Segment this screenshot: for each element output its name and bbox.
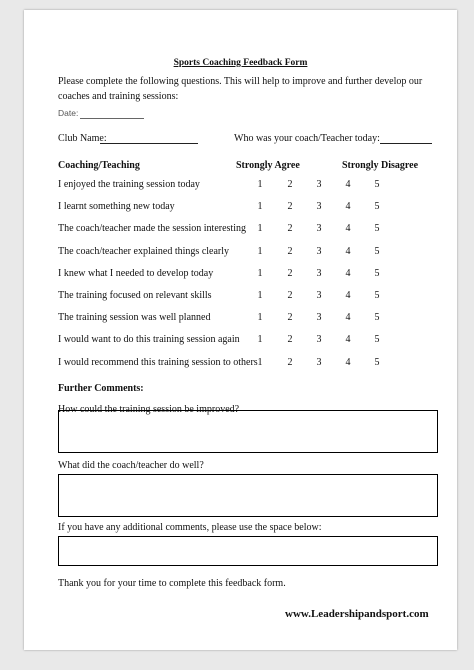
question-text: The training session was well planned xyxy=(58,312,211,324)
thank-you-text: Thank you for your time to complete this feedback form. xyxy=(58,578,286,589)
rating-option-2[interactable]: 2 xyxy=(287,223,293,235)
rating-option-2[interactable]: 2 xyxy=(287,245,293,257)
rating-option-3[interactable]: 3 xyxy=(316,223,322,235)
further-comments-heading: Further Comments: xyxy=(58,383,144,394)
form-title: Sports Coaching Feedback Form xyxy=(173,58,308,68)
rating-option-5[interactable]: 5 xyxy=(374,245,380,257)
website-footer: www.Leadershipandsport.com xyxy=(285,608,429,620)
rating-option-1[interactable]: 1 xyxy=(257,334,263,346)
club-name-field[interactable] xyxy=(100,143,198,144)
question-text: I knew what I needed to develop today xyxy=(58,267,214,279)
rating-option-2[interactable]: 2 xyxy=(287,179,293,190)
rating-option-2[interactable]: 2 xyxy=(287,356,293,368)
intro-line-2: coaches and training sessions: xyxy=(58,91,179,102)
rating-option-4[interactable]: 4 xyxy=(345,334,351,346)
coach-name-field[interactable] xyxy=(380,143,432,144)
rating-option-5[interactable]: 5 xyxy=(374,201,380,213)
rating-option-3[interactable]: 3 xyxy=(316,245,322,257)
club-name-label: Club Name: xyxy=(58,133,107,144)
rating-option-4[interactable]: 4 xyxy=(345,179,351,190)
rating-option-5[interactable]: 5 xyxy=(374,223,380,235)
scale-label-disagree: Strongly Disagree xyxy=(342,160,419,171)
rating-option-2[interactable]: 2 xyxy=(287,334,293,346)
scale-label-agree: Strongly Agree xyxy=(236,160,300,171)
rating-option-3[interactable]: 3 xyxy=(316,179,322,190)
rating-option-1[interactable]: 1 xyxy=(257,179,263,190)
rating-option-4[interactable]: 4 xyxy=(345,223,351,235)
coach-label: Who was your coach/Teacher today: xyxy=(234,133,380,144)
rating-option-3[interactable]: 3 xyxy=(316,201,322,213)
question-text: I enjoyed the training session today xyxy=(58,179,200,190)
prompt-additional: If you have any additional comments, please use the space below: xyxy=(58,522,322,533)
rating-option-4[interactable]: 4 xyxy=(345,267,351,279)
rating-option-4[interactable]: 4 xyxy=(345,201,351,213)
section-header: Coaching/Teaching xyxy=(58,160,140,171)
rating-option-5[interactable]: 5 xyxy=(374,179,380,190)
prompt-well: What did the coach/teacher do well? xyxy=(58,460,204,471)
rating-option-4[interactable]: 4 xyxy=(345,290,351,301)
question-text: The coach/teacher explained things clearly xyxy=(58,245,230,257)
rating-option-4[interactable]: 4 xyxy=(345,356,351,368)
rating-option-4[interactable]: 4 xyxy=(345,245,351,257)
rating-option-3[interactable]: 3 xyxy=(316,290,322,301)
rating-option-1[interactable]: 1 xyxy=(257,290,263,301)
rating-option-1[interactable]: 1 xyxy=(257,245,263,257)
rating-option-3[interactable]: 3 xyxy=(316,312,322,324)
additional-comment-box[interactable] xyxy=(58,536,438,566)
rating-option-1[interactable]: 1 xyxy=(257,223,263,235)
rating-option-1[interactable]: 1 xyxy=(257,356,263,368)
prompt-improve: How could the training session be improved? xyxy=(58,404,240,415)
rating-option-5[interactable]: 5 xyxy=(374,267,380,279)
question-text: The training focused on relevant skills xyxy=(58,290,212,301)
rating-option-2[interactable]: 2 xyxy=(287,201,293,213)
date-label: Date: xyxy=(58,108,79,118)
rating-option-1[interactable]: 1 xyxy=(257,312,263,324)
question-text: The coach/teacher made the session interesting xyxy=(58,223,246,235)
rating-option-2[interactable]: 2 xyxy=(287,312,293,324)
well-comment-box[interactable] xyxy=(58,474,438,517)
rating-option-5[interactable]: 5 xyxy=(374,312,380,324)
intro-text xyxy=(58,74,422,104)
rating-option-2[interactable]: 2 xyxy=(287,267,293,279)
rating-option-1[interactable]: 1 xyxy=(257,267,263,279)
intro-line-1: Please complete the following questions. This will help to improve and further develop our xyxy=(58,76,423,87)
question-text: I would want to do this training session again xyxy=(58,334,240,346)
rating-option-3[interactable]: 3 xyxy=(316,334,322,346)
rating-option-3[interactable]: 3 xyxy=(316,356,322,368)
rating-option-5[interactable]: 5 xyxy=(374,334,380,346)
form-page xyxy=(24,10,457,650)
rating-option-2[interactable]: 2 xyxy=(287,290,293,301)
improve-comment-box[interactable] xyxy=(58,410,438,453)
rating-option-4[interactable]: 4 xyxy=(345,312,351,324)
rating-option-5[interactable]: 5 xyxy=(374,356,380,368)
question-text: I learnt something new today xyxy=(58,201,175,213)
rating-option-5[interactable]: 5 xyxy=(374,290,380,301)
rating-option-3[interactable]: 3 xyxy=(316,267,322,279)
date-field[interactable] xyxy=(80,118,144,119)
rating-option-1[interactable]: 1 xyxy=(257,201,263,213)
question-text: I would recommend this training session to others xyxy=(58,356,258,368)
